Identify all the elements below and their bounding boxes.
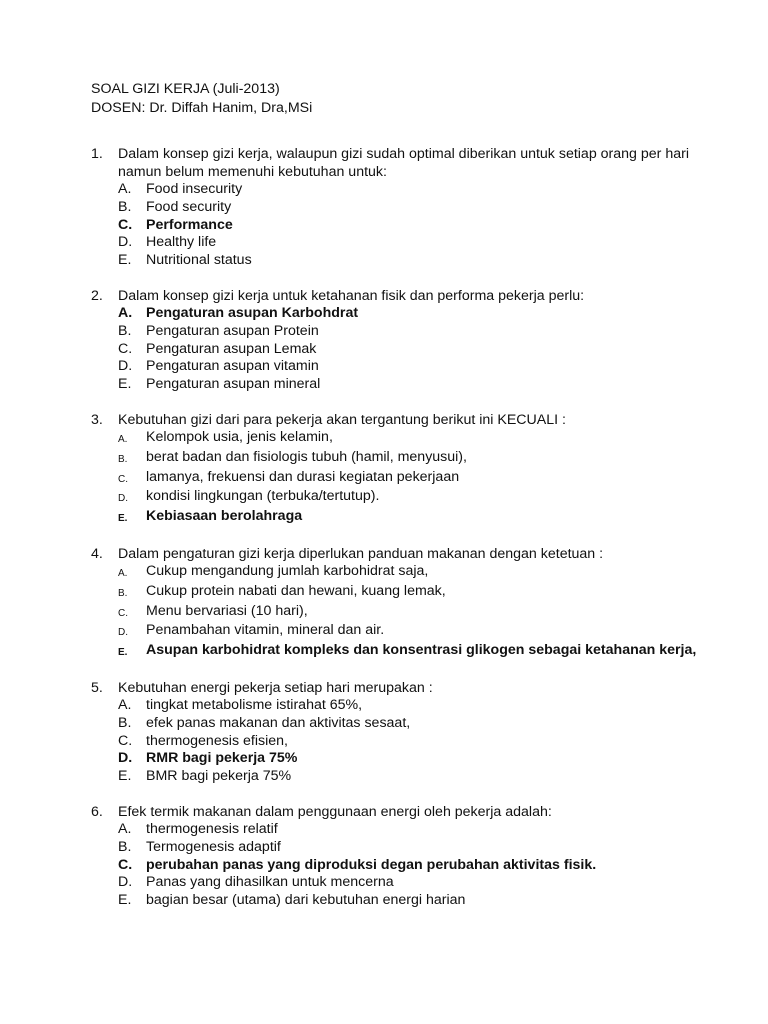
answer-option (118, 715, 728, 733)
question-text: Dalam konsep gizi kerja untuk ketahanan fisik dan performa pekerja perlu: (118, 287, 585, 304)
option-text: Nutritional status (146, 252, 252, 269)
question-number: 4. (91, 545, 103, 562)
question-6 (91, 803, 728, 910)
option-label: C. (118, 473, 128, 485)
answer-option (118, 874, 728, 892)
option-text: Penambahan vitamin, mineral dan air. (146, 622, 385, 639)
answer-option (118, 821, 728, 839)
option-label: B. (118, 587, 128, 599)
option-label: C. (118, 856, 133, 873)
option-label: A. (118, 696, 132, 713)
answer-option (118, 199, 728, 217)
option-label: E. (118, 768, 132, 785)
question-number: 3. (91, 411, 103, 428)
option-label: B. (118, 322, 132, 339)
option-text: kondisi lingkungan (terbuka/tertutup). (146, 488, 380, 505)
answer-option (118, 892, 728, 910)
question-row (91, 287, 728, 305)
answer-option (118, 181, 728, 199)
option-text: lamanya, frekuensi dan durasi kegiatan pekerjaan (146, 468, 460, 485)
option-label: C. (118, 607, 128, 619)
option-label: C. (118, 340, 133, 357)
option-list (118, 563, 728, 662)
option-text: BMR bagi pekerja 75% (146, 768, 292, 785)
question-1 (91, 145, 728, 270)
option-text: Asupan karbohidrat kompleks dan konsentrasi glikogen sebagai ketahanan kerja, (146, 642, 697, 659)
answer-option (118, 839, 728, 857)
question-row (91, 679, 728, 697)
question-number: 2. (91, 287, 103, 304)
answer-option (118, 341, 728, 359)
option-label: B. (118, 714, 132, 731)
document-header (91, 80, 728, 118)
answer-option-correct (118, 305, 728, 323)
answer-option-correct (118, 217, 728, 235)
answer-option (118, 697, 728, 715)
option-text: RMR bagi pekerja 75% (146, 750, 298, 767)
answer-option (118, 768, 728, 786)
answer-option (118, 358, 728, 376)
question-2 (91, 287, 728, 394)
option-label: D. (118, 493, 128, 505)
question-number: 1. (91, 146, 103, 162)
option-text: Pengaturan asupan mineral (146, 376, 321, 393)
lecturer-line: DOSEN: Dr. Diffah Hanim, Dra,MSi (91, 100, 313, 116)
option-text: Cukup mengandung jumlah karbohidrat saja, (146, 562, 429, 579)
option-text: Pengaturan asupan vitamin (146, 358, 319, 375)
option-text: Food insecurity (146, 181, 243, 197)
option-label: E. (118, 892, 132, 909)
answer-option (118, 252, 728, 270)
answer-option (118, 449, 728, 469)
question-number: 6. (91, 803, 103, 820)
option-text: Performance (146, 216, 233, 233)
question-row (91, 803, 728, 821)
question-list (91, 145, 728, 910)
answer-option (118, 234, 728, 252)
question-text: Kebutuhan gizi dari para pekerja akan tergantung berikut ini KECUALI : (118, 411, 566, 428)
question-3 (91, 411, 728, 528)
question-text: Kebutuhan energi pekerja setiap hari merupakan : (118, 679, 433, 696)
answer-option (118, 469, 728, 489)
option-label: A. (118, 304, 133, 321)
question-text: Efek termik makanan dalam penggunaan energi oleh pekerja adalah: (118, 803, 552, 820)
question-text: Dalam pengaturan gizi kerja diperlukan panduan makanan dengan ketetuan : (118, 545, 604, 562)
option-text: Pengaturan asupan Protein (146, 322, 319, 339)
answer-option (118, 429, 728, 449)
option-label: D. (118, 750, 133, 767)
option-text: Cukup protein nabati dan hewani, kuang lemak, (146, 582, 446, 599)
option-label: C. (118, 216, 133, 233)
answer-option (118, 376, 728, 394)
option-list (118, 429, 728, 528)
option-text: Pengaturan asupan Lemak (146, 340, 317, 357)
option-text: Menu bervariasi (10 hari), (146, 602, 308, 619)
answer-option-correct (118, 508, 728, 528)
option-text: thermogenesis relatif (146, 820, 278, 837)
option-label: B. (118, 838, 132, 855)
option-label: E. (118, 647, 128, 659)
option-text: perubahan panas yang diproduksi degan perubahan aktivitas fisik. (146, 856, 597, 873)
option-label: A. (118, 433, 128, 445)
question-row (91, 145, 728, 181)
option-label: A. (118, 181, 132, 197)
option-text: Kelompok usia, jenis kelamin, (146, 428, 333, 445)
option-label: B. (118, 453, 128, 465)
question-4 (91, 545, 728, 662)
option-text: Food security (146, 198, 232, 215)
option-text: thermogenesis efisien, (146, 732, 288, 749)
answer-option (118, 488, 728, 508)
option-text: Pengaturan asupan Karbohdrat (146, 304, 359, 321)
document-title: SOAL GIZI KERJA (Juli-2013) (91, 81, 280, 97)
option-label: A. (118, 567, 128, 579)
option-list (118, 697, 728, 786)
option-label: D. (118, 358, 133, 375)
option-text: tingkat metabolisme istirahat 65%, (146, 696, 363, 713)
option-label: C. (118, 732, 133, 749)
option-list (118, 181, 728, 270)
question-text: Dalam konsep gizi kerja, walaupun gizi sudah optimal diberikan untuk setiap orang per hari namun belum memenuhi kebutuhan untuk: (118, 146, 689, 180)
answer-option (118, 583, 728, 603)
option-text: berat badan dan fisiologis tubuh (hamil, menyusui), (146, 448, 467, 465)
question-number: 5. (91, 679, 103, 696)
option-label: B. (118, 198, 132, 215)
option-label: D. (118, 627, 128, 639)
answer-option (118, 733, 728, 751)
option-list (118, 305, 728, 394)
option-label: D. (118, 874, 133, 891)
option-text: Termogenesis adaptif (146, 838, 281, 855)
question-row (91, 411, 728, 429)
option-text: Healthy life (146, 234, 217, 251)
question-5 (91, 679, 728, 786)
option-text: efek panas makanan dan aktivitas sesaat, (146, 714, 411, 731)
option-label: D. (118, 234, 133, 251)
option-list (118, 821, 728, 910)
option-text: bagian besar (utama) dari kebutuhan energi harian (146, 892, 466, 909)
option-label: E. (118, 376, 132, 393)
answer-option (118, 323, 728, 341)
answer-option (118, 603, 728, 623)
answer-option (118, 622, 728, 642)
option-text: Panas yang dihasilkan untuk mencerna (146, 874, 394, 891)
answer-option-correct (118, 750, 728, 768)
answer-option-correct (118, 857, 728, 875)
option-label: A. (118, 820, 132, 837)
option-label: E. (118, 513, 128, 525)
answer-option-correct (118, 642, 728, 662)
option-text: Kebiasaan berolahraga (146, 508, 303, 525)
question-row (91, 545, 728, 563)
option-label: E. (118, 252, 132, 269)
answer-option (118, 563, 728, 583)
